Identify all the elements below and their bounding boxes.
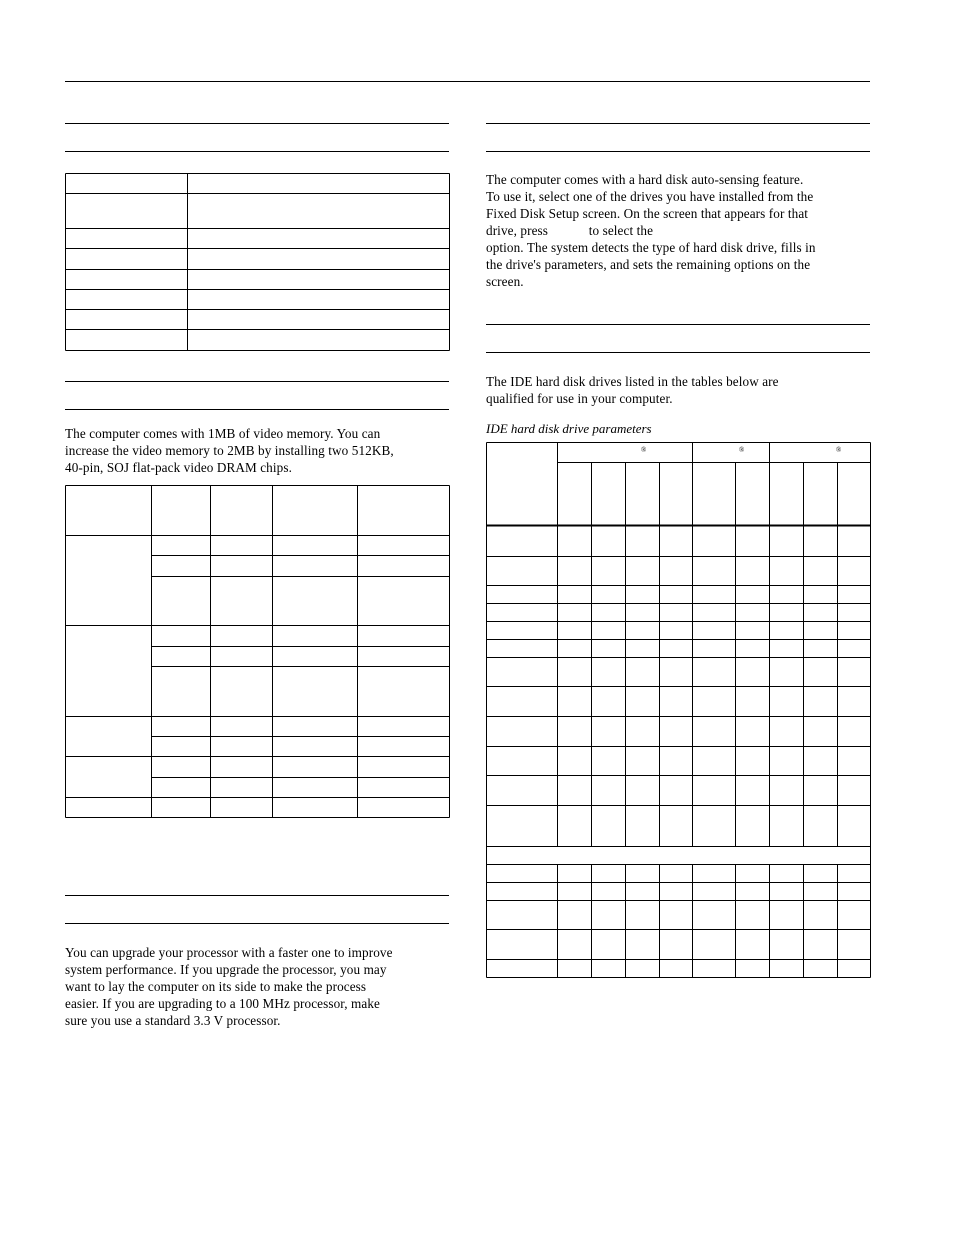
autosense-section-rule-bottom: [486, 151, 870, 152]
autosense-section-rule-top: [486, 123, 870, 124]
section-rule-top: [65, 123, 449, 124]
ide-header-mark-3: ®: [836, 446, 842, 454]
ide-table-caption: IDE hard disk drive parameters: [486, 421, 652, 436]
ide-section-rule-bottom: [486, 352, 870, 353]
page-top-rule: [65, 81, 870, 82]
processor-section-rule-bottom: [65, 923, 449, 924]
video-section-rule-top: [65, 381, 449, 382]
autosense-paragraph: The computer comes with a hard disk auto-sensing feature. To use it, select one of the drives you have installed from the Fixed Disk Setup screen. On the screen that appears for that drive, press to select the option. The system detects the type of hard disk drive, fills in the drive's parameters, and sets the remaining options on the screen.: [486, 172, 816, 289]
ide-header-mark-2: ®: [739, 446, 745, 454]
video-memory-paragraph: The computer comes with 1MB of video memory. You can increase the video memory to 2MB by installing two 512KB, 40-pin, SOJ flat-pack video DRAM chips.: [65, 426, 394, 475]
processor-paragraph: You can upgrade your processor with a faster one to improve system performance. If you upgrade the processor, you may want to lay the computer on its side to make the process easier. If you are upgrading to a 100 MHz processor, make sure you use a standard 3.3 V processor.: [65, 945, 393, 1028]
video-section-rule-bottom: [65, 409, 449, 410]
ide-header-mark-1: ®: [641, 446, 647, 454]
processor-section-rule-top: [65, 895, 449, 896]
section-rule-bottom: [65, 151, 449, 152]
ide-paragraph: The IDE hard disk drives listed in the tables below are qualified for use in your computer.: [486, 374, 779, 406]
ide-section-rule-top: [486, 324, 870, 325]
